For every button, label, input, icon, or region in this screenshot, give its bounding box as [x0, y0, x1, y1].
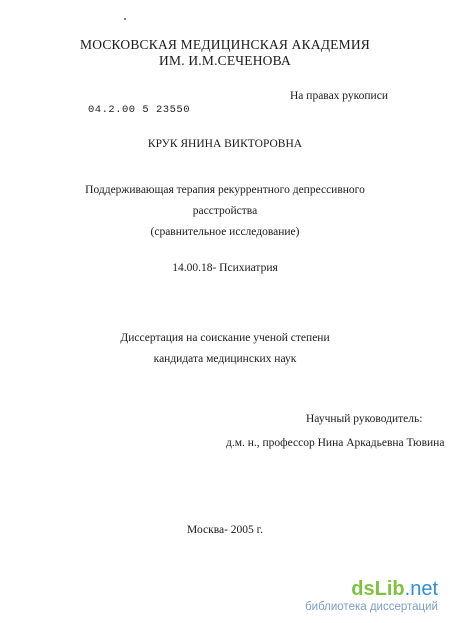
scan-speck — [124, 18, 126, 20]
place-and-year: Москва- 2005 г. — [187, 524, 263, 536]
dslib-watermark — [305, 579, 438, 613]
thesis-title-line-2: расстройства — [192, 205, 258, 217]
dslib-logo: dsLib.net — [351, 578, 438, 600]
author-name: КРУК ЯНИНА ВИКТОРОВНА — [147, 138, 303, 150]
specialty-code: 14.00.18- Психиатрия — [172, 262, 278, 274]
academy-name-line-2: ИМ. И.М.СЕЧЕНОВА — [159, 53, 291, 68]
thesis-title-line-1: Поддерживающая терапия рекуррентного депрессивного — [85, 184, 365, 196]
archive-stamp-code: 04.2.00 5 23550 — [88, 104, 191, 116]
dslib-subtitle: библиотека диссертаций — [305, 601, 438, 613]
manuscript-note: На правах рукописи — [290, 90, 388, 102]
dissertation-purpose-line-2: кандидата медицинских наук — [153, 353, 297, 365]
supervisor-label: Научный руководитель: — [306, 413, 423, 425]
thesis-title-line-3: (сравнительное исследование) — [150, 226, 300, 238]
dissertation-purpose-line-1: Диссертация на соискание ученой степени — [120, 332, 330, 344]
academy-name-line-1: МОСКОВСКАЯ МЕДИЦИНСКАЯ АКАДЕМИЯ — [80, 37, 370, 52]
supervisor-name: д.м. н., профессор Нина Аркадьевна Тювина — [226, 437, 445, 449]
